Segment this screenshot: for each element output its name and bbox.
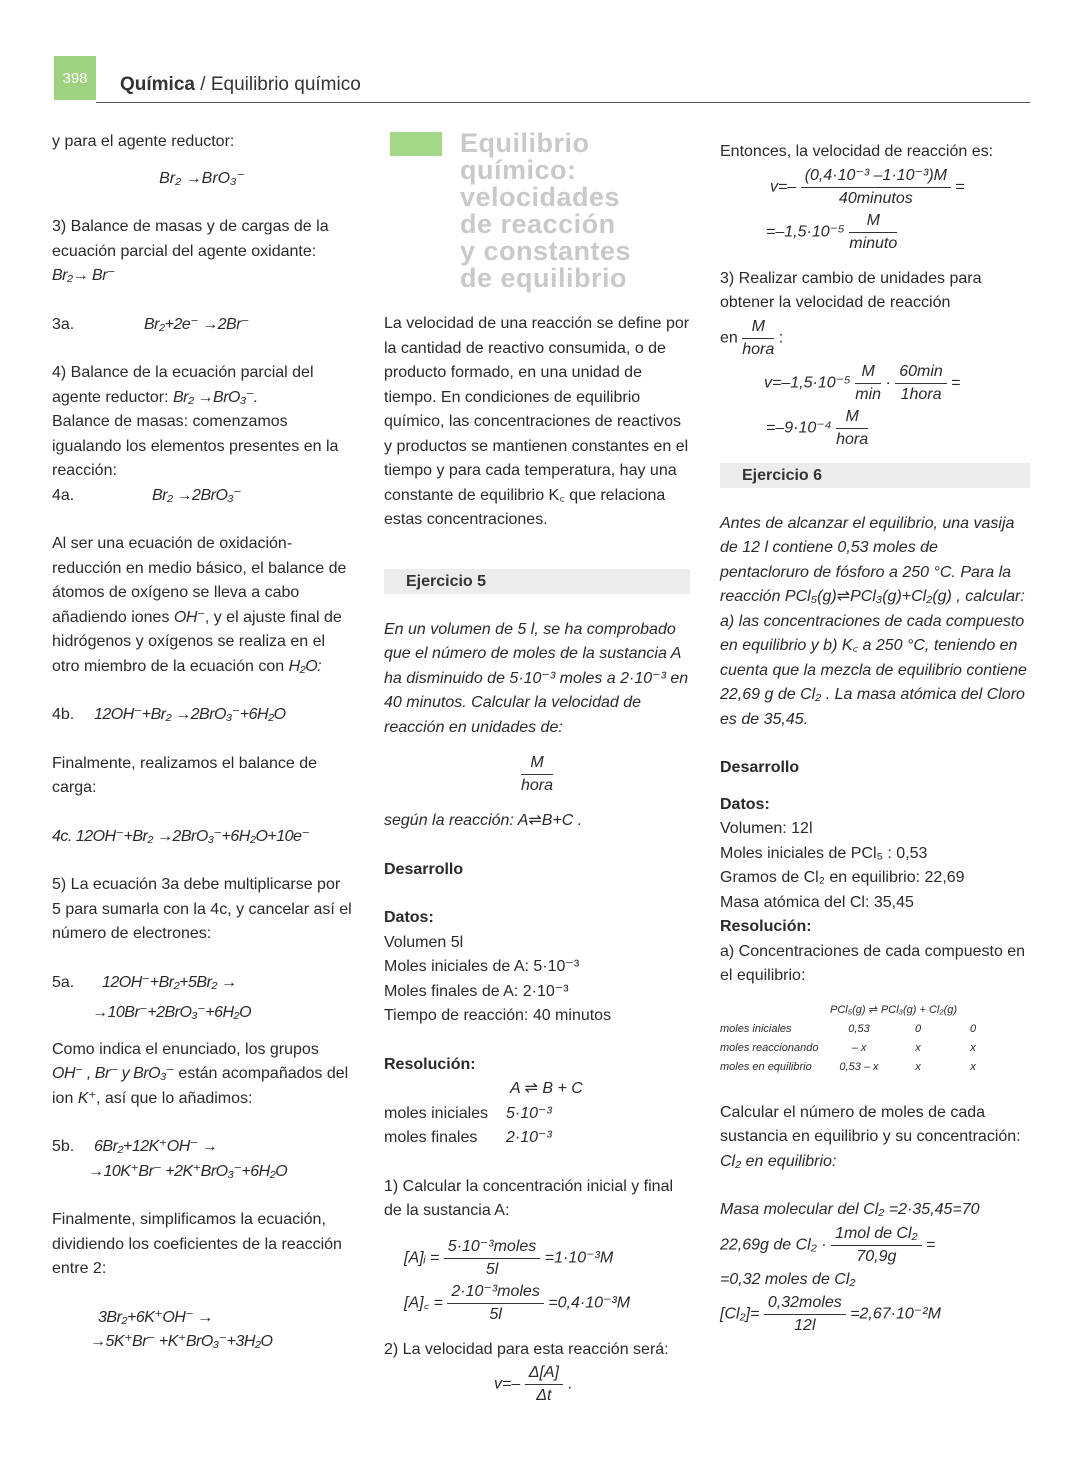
- formula-lhs: =–9·10⁻⁴: [766, 419, 832, 437]
- paragraph: Calcular el número de moles de cada sustancia en equilibrio y su concentración:: [720, 1103, 1021, 1145]
- formula-row: [720, 165, 1030, 210]
- table-row: [384, 1102, 690, 1127]
- fraction-numerator: 60min: [895, 361, 947, 384]
- subsection-heading: Datos:: [384, 909, 434, 926]
- table-value: 5·10⁻³: [506, 1104, 552, 1122]
- formula-lhs: 22,69g de Cl₂ ·: [720, 1236, 827, 1254]
- fraction-denominator: 70,9g: [856, 1247, 897, 1265]
- equation: Br₂ →BrO₃⁻.: [172, 388, 258, 406]
- step-row: [52, 1135, 352, 1160]
- equation: =0,32 moles de Cl₂: [720, 1270, 856, 1288]
- column-middle: [384, 312, 690, 1407]
- fraction-numerator: M: [855, 361, 881, 384]
- paragraph: y para el agente reductor:: [52, 133, 235, 150]
- formula-row: [720, 361, 1030, 406]
- equation: 4c. 12OH⁻+Br₂ →2BrO₃⁻+6H₂O+10e⁻: [52, 827, 310, 845]
- equation: 12OH⁻+Br₂+5Br₂ →: [102, 973, 237, 991]
- formula-rhs: =1·10⁻³M: [544, 1249, 614, 1267]
- data-item: Tiempo de reacción: 40 minutos: [384, 1007, 612, 1024]
- equation: →10Br⁻+2BrO₃⁻+6H₂O: [92, 1004, 252, 1021]
- formula-row: [720, 1223, 1030, 1268]
- table-header: A ⇌ B + C: [510, 1080, 583, 1097]
- equation: 3Br₂+6K⁺OH⁻ →: [98, 1308, 213, 1326]
- formula-end: =: [955, 178, 965, 196]
- formula-rhs: =0,4·10⁻³M: [548, 1294, 631, 1312]
- table-label: moles en equilibrio: [720, 1060, 812, 1073]
- equation: Br₂→ Br⁻: [52, 267, 115, 284]
- formula-row: [384, 1236, 690, 1281]
- table-label: moles reaccionando: [720, 1041, 819, 1054]
- header-separator: /: [194, 74, 211, 95]
- table-header: PCl₅(g) ⇌ PCl₃(g) + Cl₂(g): [830, 1003, 958, 1016]
- fraction: [444, 1236, 540, 1281]
- paragraph-text: , así que lo añadimos:: [95, 1089, 253, 1107]
- formula-lhs: [A]ᵢ =: [404, 1249, 440, 1267]
- paragraph: 2) La velocidad para esta reacción será:: [384, 1340, 669, 1358]
- paragraph: 1) Calcular la concentración inicial y final de la sustancia A:: [384, 1177, 674, 1219]
- formula-lhs: [A]꜀ =: [404, 1294, 443, 1312]
- fraction-numerator: 2·10⁻³moles: [447, 1281, 543, 1304]
- fraction: [764, 1292, 846, 1337]
- fraction: [521, 752, 553, 797]
- header-rule: [96, 102, 1030, 103]
- section-title-line: de reacción: [460, 209, 616, 239]
- formula-row: [720, 316, 1030, 361]
- fraction-denominator: 40minutos: [838, 189, 913, 207]
- formula-row: [720, 210, 1030, 255]
- fraction-denominator: minuto: [849, 234, 898, 252]
- fraction-numerator: M: [849, 210, 897, 233]
- equation: →10K⁺Br⁻ +2K⁺BrO₃⁻+6H₂O: [88, 1162, 288, 1180]
- fraction: [855, 361, 881, 406]
- paragraph-text: , y el ajuste final de hidrógenos y oxígenos se realiza en el otro miembro de la ecuación con: [52, 608, 342, 675]
- step-label: 5a.: [52, 973, 75, 991]
- formula-end: .: [567, 1375, 572, 1393]
- step-row: [52, 703, 352, 728]
- fraction-denominator: Δt: [536, 1387, 552, 1404]
- section-title-line: velocidades: [460, 182, 621, 212]
- paragraph-text: en: [720, 329, 738, 347]
- data-item: Gramos de Cl₂ en equilibrio: 22,69: [720, 869, 965, 886]
- paragraph: La velocidad de una reacción se define por la cantidad de reactivo consumida, o de producto formado, en una unidad de tiempo. En condiciones de equilibrio químico, las concentraciones de reactivos y productos se mantienen constantes en el tiempo y para cada temperatura, hay una constante de equilibrio K꜀ que relaciona estas concentraciones.: [384, 315, 690, 528]
- column-left: [52, 130, 352, 1355]
- section-title-line: Equilibrio: [460, 128, 590, 158]
- paragraph: Balance de masas: comenzamos igualando los elementos presentes en la reacción:: [52, 413, 339, 479]
- equation: Br₂ →2BrO₃⁻: [152, 486, 242, 504]
- formula-row: [384, 1362, 690, 1407]
- fraction: [849, 210, 897, 255]
- fraction: [895, 361, 947, 406]
- header-subject: Química: [120, 74, 195, 95]
- step-label: 3a.: [52, 315, 75, 333]
- fraction: [742, 316, 774, 361]
- step-label: 4a.: [52, 486, 75, 504]
- header-topic: Equilibrio químico: [210, 74, 361, 95]
- fraction: [525, 1362, 563, 1407]
- fraction-denominator: 5l: [489, 1305, 502, 1323]
- fraction-numerator: 1mol de Cl₂: [831, 1223, 922, 1246]
- step-row: [52, 484, 352, 509]
- equation: Masa molecular del Cl₂ =2·35,45=70: [720, 1201, 980, 1218]
- table-cell: x: [970, 1041, 976, 1054]
- step-row: [52, 971, 352, 996]
- exercise-statement: En un volumen de 5 l, se ha comprobado que el número de moles de la sustancia A ha disminuido de 5·10⁻³ moles a 2·10⁻³ en 40 minutos. Calcular la velocidad de reacción en unidades de:: [384, 620, 689, 736]
- formula-end: :: [778, 329, 784, 347]
- table-value: 2·10⁻³: [506, 1129, 552, 1146]
- section-heading: Desarrollo: [720, 759, 800, 776]
- fraction: [447, 1281, 543, 1326]
- table-cell: 0,53 – x: [839, 1060, 879, 1073]
- fraction-numerator: M: [521, 752, 553, 775]
- exercise-statement: Antes de alcanzar el equilibrio, una vasija de 12 l contiene 0,53 moles de pentacloruro de fósforo a 250 °C. Para la reacción PCl₅(g)⇌PCl₃(g)+Cl₂(g) , calcular: a) las concentraciones de cada compuesto en equilibrio y b) K꜀ a 250 °C, teniendo en cuenta que la mezcla de equilibrio contiene 22,69 g de Cl₂ . La masa atómica del Cloro es de 35,45.: [720, 514, 1027, 728]
- equation: H₂O:: [288, 657, 322, 675]
- equation: K⁺: [77, 1089, 96, 1107]
- table-cell: 0,53: [848, 1022, 870, 1035]
- table-cell: 0: [969, 1022, 977, 1035]
- fraction-numerator: M: [836, 406, 868, 429]
- fraction-denominator: hora: [742, 340, 775, 358]
- fraction: [831, 1223, 922, 1268]
- exercise-heading: Ejercicio 6: [720, 463, 1030, 488]
- table-row: [720, 1058, 1010, 1077]
- data-item: Masa atómica del Cl: 35,45: [720, 893, 914, 911]
- section-title-line: de equilibrio: [460, 263, 628, 293]
- formula-end: =: [926, 1236, 936, 1254]
- equation: Cl₂ en equilibrio:: [720, 1152, 837, 1170]
- column-right: [720, 140, 1030, 1337]
- fraction-denominator: 5l: [485, 1260, 499, 1278]
- paragraph: 5) La ecuación 3a debe multiplicarse por 5 para sumarla con la 4c, y cancelar así el número de electrones:: [52, 876, 352, 942]
- data-item: Volumen 5l: [384, 933, 464, 951]
- paragraph-text: están acompañados del ion: [52, 1065, 349, 1107]
- paragraph-text: Al ser una ecuación de oxidación-reducción en medio básico, el balance de átomos de oxígeno se lleva a cabo añadiendo iones: [52, 535, 347, 626]
- section-title: [460, 130, 700, 292]
- paragraph: 3) Balance de masas y de cargas de la ecuación parcial del agente oxidante:: [52, 218, 329, 260]
- equation: OH⁻ , Br⁻ y BrO₃⁻: [52, 1065, 174, 1082]
- table-cell: x: [970, 1060, 976, 1073]
- equation: Br₂+2e⁻ →2Br⁻: [144, 315, 249, 333]
- equilibrium-table: [720, 1001, 1010, 1077]
- fraction-denominator: hora: [836, 430, 869, 448]
- equation: 6Br₂+12K⁺OH⁻ →: [94, 1138, 218, 1155]
- section-title-line: químico:: [460, 155, 577, 185]
- paragraph: 3) Realizar cambio de unidades para obtener la velocidad de reacción: [720, 269, 982, 311]
- paragraph: a) Concentraciones de cada compuesto en el equilibrio:: [720, 942, 1026, 984]
- formula-row: [720, 1292, 1030, 1337]
- fraction-denominator: hora: [520, 777, 554, 794]
- paragraph: Finalmente, realizamos el balance de carga:: [52, 754, 318, 796]
- paragraph: Finalmente, simplificamos la ecuación, dividiendo los coeficientes de la reacción entre 2:: [52, 1211, 342, 1277]
- formula-lhs: v=–: [770, 178, 797, 196]
- data-item: Moles finales de A: 2·10⁻³: [384, 982, 569, 1000]
- fraction-denominator: min: [855, 385, 882, 403]
- fraction: [801, 165, 951, 210]
- table-cell: 0: [914, 1022, 922, 1035]
- formula-lhs: v=–: [494, 1375, 521, 1393]
- paragraph: [52, 1038, 352, 1112]
- table-cell: – x: [851, 1041, 867, 1054]
- table-cell: x: [915, 1041, 921, 1054]
- page-header: [120, 74, 361, 96]
- fraction-numerator: 5·10⁻³moles: [444, 1236, 540, 1259]
- data-item: Moles iniciales de PCl₅ : 0,53: [720, 844, 928, 862]
- fraction-numerator: Δ[A]: [525, 1362, 563, 1385]
- formula-lhs: v=–1,5·10⁻⁵: [764, 374, 851, 392]
- paragraph-text: Como indica el enunciado, los grupos: [52, 1040, 319, 1058]
- fraction-denominator: 12l: [794, 1317, 816, 1334]
- equation: 12OH⁻+Br₂ →2BrO₃⁻+6H₂O: [94, 706, 286, 723]
- formula-rhs: =2,67·10⁻²M: [850, 1305, 941, 1323]
- formula-lhs: =–1,5·10⁻⁵: [766, 223, 845, 241]
- step-label: 5b.: [52, 1138, 75, 1155]
- data-item: Moles iniciales de A: 5·10⁻³: [384, 958, 580, 975]
- data-item: Volumen: 12l: [720, 820, 813, 837]
- section-marker: [390, 132, 442, 156]
- table-row: [720, 1039, 1010, 1058]
- section-heading: Desarrollo: [384, 860, 464, 878]
- paragraph: [52, 532, 352, 679]
- paragraph-text: 4) Balance de la ecuación parcial del agente reductor:: [52, 364, 314, 406]
- subsection-heading: Resolución:: [720, 918, 812, 935]
- unit-fraction: [384, 752, 690, 797]
- equation: Br₂ →BrO₃⁻: [159, 169, 245, 187]
- section-title-line: y constantes: [460, 236, 632, 266]
- formula-end: =: [951, 374, 961, 392]
- subsection-heading: Datos:: [720, 795, 770, 813]
- fraction-denominator: 1hora: [900, 385, 942, 403]
- fraction-numerator: 0,32moles: [764, 1292, 846, 1315]
- reaction-line: según la reacción: A⇌B+C .: [384, 812, 583, 829]
- equation: →5K⁺Br⁻ +K⁺BrO₃⁻+3H₂O: [90, 1333, 273, 1350]
- table-cell: x: [915, 1060, 921, 1073]
- formula-row: [720, 406, 1030, 451]
- formula-lhs: [Cl₂]=: [720, 1305, 760, 1323]
- table-label: moles finales: [384, 1129, 478, 1146]
- paragraph: [52, 361, 352, 410]
- paragraph: Entonces, la velocidad de reacción es:: [720, 143, 994, 160]
- step-label: 4b.: [52, 706, 75, 723]
- formula-row: [384, 1281, 690, 1326]
- table-label: moles iniciales: [720, 1022, 792, 1035]
- table-row: [720, 1020, 1010, 1039]
- fraction: [836, 406, 868, 451]
- formula-dot: ·: [885, 374, 891, 392]
- table-row: [384, 1126, 690, 1151]
- page-number: 398: [54, 56, 96, 100]
- subsection-heading: Resolución:: [384, 1055, 476, 1073]
- equation: OH⁻: [173, 608, 205, 626]
- table-label: moles iniciales: [384, 1104, 489, 1122]
- exercise-heading: Ejercicio 5: [384, 569, 690, 594]
- fraction-numerator: (0,4·10⁻³ –1·10⁻³)M: [801, 165, 951, 188]
- step-row: [52, 313, 352, 338]
- fraction-numerator: M: [742, 316, 774, 339]
